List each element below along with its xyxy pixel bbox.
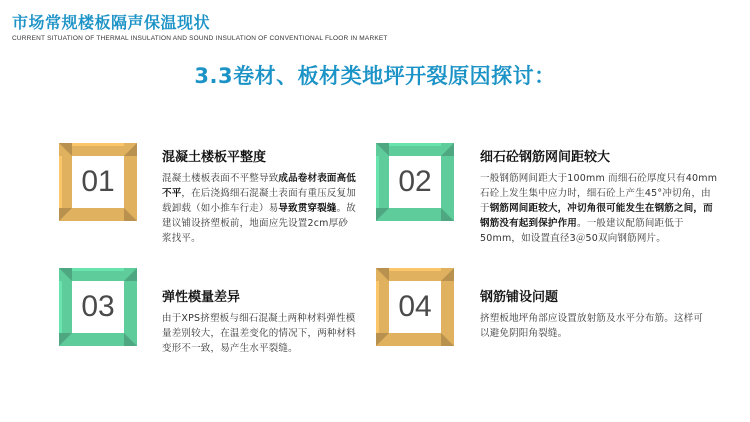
item-block-01 (162, 146, 357, 246)
item-title: 混凝土楼板平整度 (162, 150, 267, 165)
badge-number: 04 (398, 290, 432, 323)
item-text: 混凝土楼板表面不平整导致成品卷材表面高低不平，在后浇捣细石混凝土表面有重压反复加载卸载（如小推车行走）易导致贯穿裂缝。故建议铺设挤塑板前，地面应先设置2cm厚砂浆找平。 (162, 173, 357, 244)
item-block-03 (162, 286, 357, 356)
number-badge-03 (59, 268, 137, 346)
page-title: 3.3卷材、板材类地坪开裂原因探讨： (194, 64, 556, 88)
item-block-02 (480, 146, 720, 246)
badge-number: 01 (81, 165, 115, 198)
number-badge-02 (376, 143, 454, 221)
item-title: 细石砼钢筋网间距较大 (480, 150, 611, 165)
number-badge-04 (376, 268, 454, 346)
badge-number: 02 (398, 165, 432, 198)
item-text: 挤塑板地坪角部应设置放射筋及水平分布筋。这样可以避免阴阳角裂缝。 (480, 313, 704, 339)
badge-number: 03 (81, 290, 115, 323)
item-block-04 (480, 286, 705, 341)
item-text: 由于XPS挤塑板与细石混凝土两种材料弹性模量差别较大，在温差变化的情况下，两种材料变形不一致，易产生水平裂缝。 (162, 313, 357, 354)
item-text: 一般钢筋网间距大于100mm 而细石砼厚度只有40mm 石砼上发生集中应力时，细石砼上产生45°冲切角，由于钢筋网间距较大，冲切角很可能发生在钢筋之间，而钢筋没有起到保护作用。一般建议配筋间距低于50mm，如设置直径3＠50双向钢筋网片。 (480, 173, 718, 244)
number-badge-01 (59, 143, 137, 221)
item-title: 钢筋铺设问题 (480, 290, 559, 305)
header-subtitle: CURRENT SITUATION OF THERMAL INSULATION AND SOUND INSULATION OF CONVENTIONAL FLOOR IN MARKET (12, 35, 388, 42)
header-title: 市场常规楼板隔声保温现状 (12, 13, 211, 32)
item-title: 弹性模量差异 (162, 290, 241, 305)
